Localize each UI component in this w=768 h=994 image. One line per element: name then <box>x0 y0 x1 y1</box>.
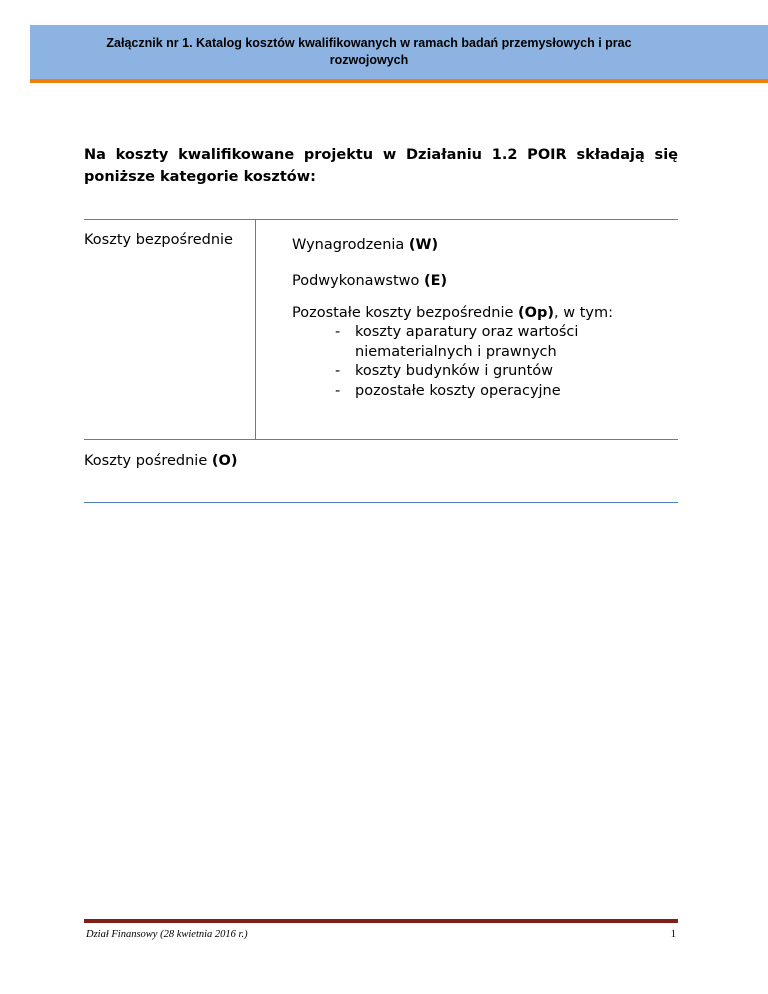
intro-paragraph: Na koszty kwalifikowane projektu w Działaniu 1.2 POIR składają się poniższe kategorie kosztów: <box>84 147 678 185</box>
indirect-costs-label-cell <box>84 440 256 502</box>
cost-categories-table <box>84 219 678 503</box>
footer-divider <box>84 919 678 923</box>
wages-item <box>292 236 438 255</box>
indirect-costs-label <box>84 451 237 471</box>
other-direct-costs-code: (Op) <box>518 305 555 321</box>
other-direct-costs-suffix: , w tym: <box>554 305 613 321</box>
table-row-direct-costs <box>84 219 678 440</box>
page-number: 1 <box>670 929 676 940</box>
list-item <box>335 362 625 382</box>
other-direct-costs-item <box>292 304 613 323</box>
direct-costs-label: Koszty bezpośrednie <box>84 232 233 248</box>
list-item <box>335 323 625 362</box>
subcontracting-code: (E) <box>424 273 448 289</box>
other-direct-costs-label: Pozostałe koszty bezpośrednie <box>292 305 519 321</box>
footer-department-date: Dział Finansowy (28 kwietnia 2016 r.) <box>86 929 248 940</box>
table-row-indirect-costs <box>84 440 678 503</box>
wages-code: (W) <box>408 237 439 253</box>
header-title-line-2: rozwojowych <box>329 53 409 67</box>
list-item <box>335 382 625 402</box>
indirect-costs-code: (O) <box>211 453 238 469</box>
header-title-line-1: Załącznik nr 1. Katalog kosztów kwalifikowanych w ramach badań przemysłowych i prac <box>106 36 632 50</box>
direct-costs-items-cell <box>257 220 678 439</box>
list-item-text: koszty budynków i gruntów <box>355 363 553 379</box>
header-title <box>30 35 708 69</box>
wages-label: Wynagrodzenia <box>292 237 409 253</box>
dash-bullet: - <box>335 382 341 399</box>
subcontracting-label: Podwykonawstwo <box>292 273 425 289</box>
list-item-text: koszty aparatury oraz wartości niematerialnych i prawnych <box>355 324 579 360</box>
other-direct-costs-list <box>335 323 625 401</box>
direct-costs-label-cell <box>84 220 256 439</box>
dash-bullet: - <box>335 324 341 340</box>
dash-bullet: - <box>335 363 341 379</box>
subcontracting-item <box>292 272 447 291</box>
page-header <box>30 25 768 83</box>
indirect-costs-text: Koszty pośrednie <box>84 453 212 469</box>
list-item-text: pozostałe koszty operacyjne <box>355 382 561 399</box>
